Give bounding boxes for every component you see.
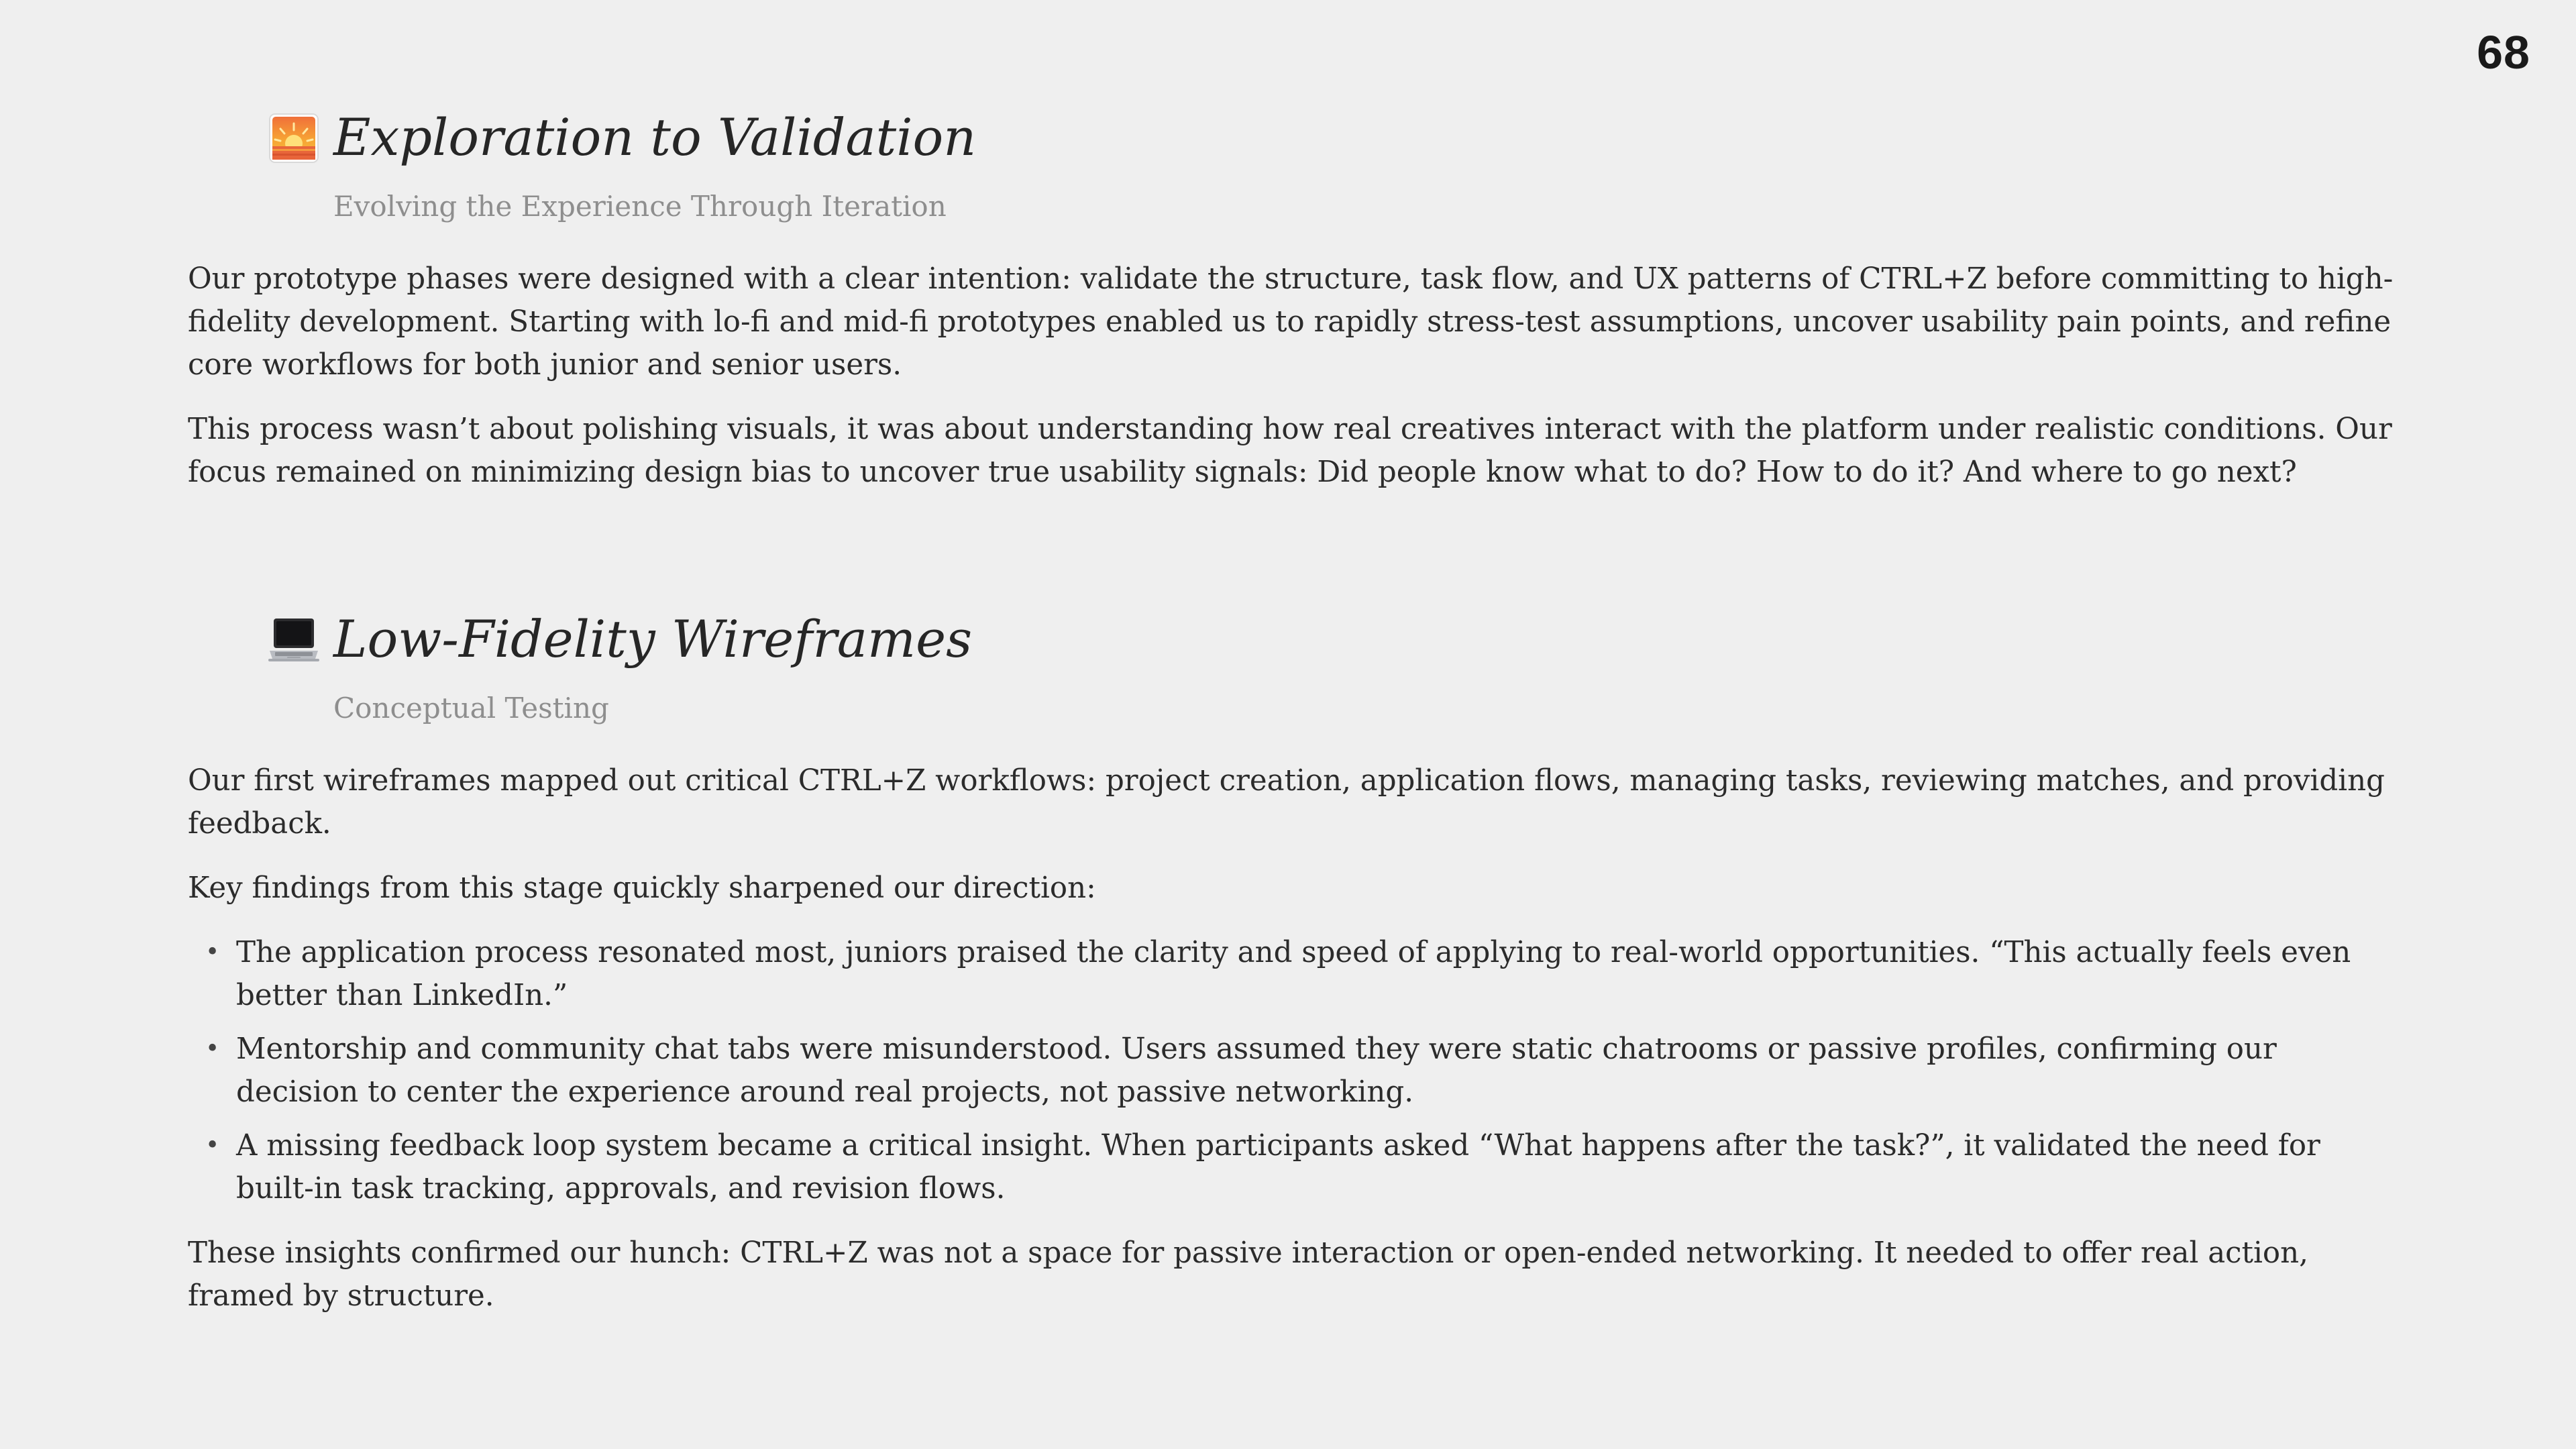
list-item	[188, 1028, 2402, 1114]
paragraph: Key findings from this stage quickly sharpened our direction:	[188, 871, 1096, 905]
bullet-icon: •	[205, 1132, 220, 1159]
list-item-text: The application process resonated most, juniors praised the clarity and speed of applying to real-world opportunities. “This actually feels even better than LinkedIn.”	[236, 936, 2351, 1012]
list-item-text: Mentorship and community chat tabs were misunderstood. Users assumed they were static chatrooms or passive profiles, confirming our decision to center the experience around real projects, not passive networking.	[236, 1032, 2277, 1109]
list-item-text: A missing feedback loop system became a critical insight. When participants asked “What happens after the task?”, it validated the need for built-in task tracking, approvals, and revision flows.	[236, 1129, 2320, 1205]
bullet-icon: •	[205, 1035, 220, 1063]
page-content	[188, 101, 2402, 1339]
section-spacer	[188, 515, 2402, 602]
paragraph: Our first wireframes mapped out critical CTRL+Z workflows: project creation, application flows, managing tasks, reviewing matches, and providing feedback.	[188, 764, 2385, 841]
findings-list	[188, 931, 2402, 1210]
section-header-exploration	[188, 101, 2402, 227]
bullet-icon: •	[205, 938, 220, 966]
section-subtitle: Conceptual Testing	[333, 692, 609, 724]
list-item	[188, 1124, 2402, 1210]
laptop-icon	[268, 614, 319, 665]
section-header-wireframes	[188, 602, 2402, 729]
list-item	[188, 931, 2402, 1017]
sunrise-icon	[268, 113, 319, 164]
section-title: Exploration to Validation	[333, 107, 977, 167]
paragraph: Our prototype phases were designed with a clear intention: validate the structure, task flow, and UX patterns of CTRL+Z before committing to high-fidelity development. Starting with lo-fi and mid-fi prototypes enabled us to rapidly stress-test assumptions, uncover usability pain points, and refine core workflows for both junior and senior users.	[188, 262, 2394, 382]
paragraph: These insights confirmed our hunch: CTRL+Z was not a space for passive interaction or open-ended networking. It needed to offer real action, framed by structure.	[188, 1236, 2308, 1313]
page-number: 68	[2477, 26, 2530, 78]
paragraph: This process wasn’t about polishing visuals, it was about understanding how real creatives interact with the platform under realistic conditions. Our focus remained on minimizing design bias to uncover true usability signals: Did people know what to do? How to do it? And where to go next?	[188, 413, 2392, 489]
section-subtitle: Evolving the Experience Through Iteration	[333, 190, 947, 223]
section-title: Low-Fidelity Wireframes	[333, 609, 973, 669]
